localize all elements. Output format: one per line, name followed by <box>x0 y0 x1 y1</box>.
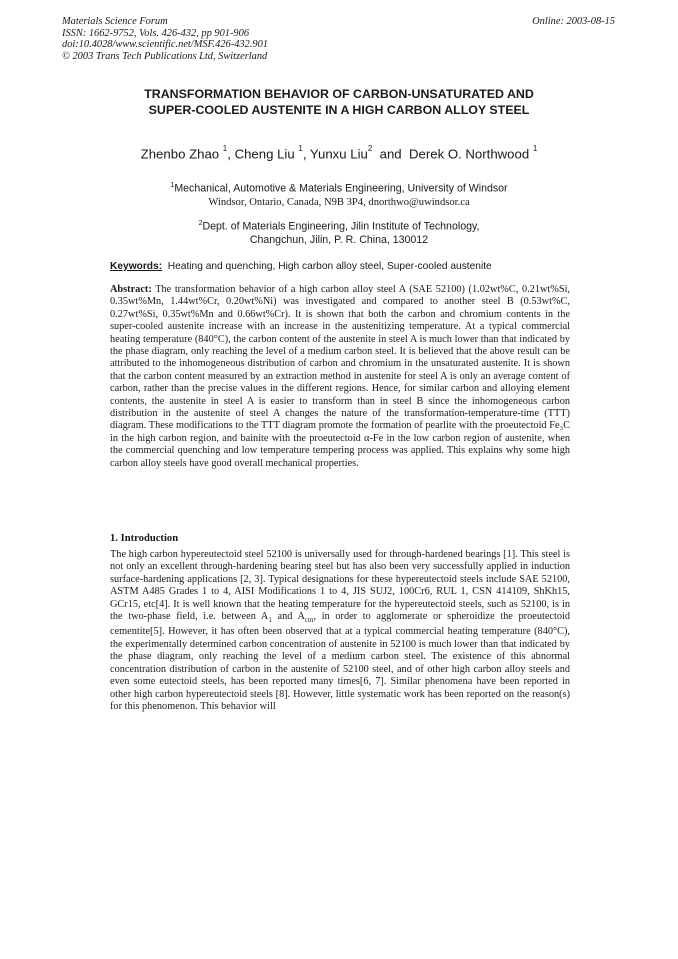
author-name: Zhenbo Zhao <box>140 146 220 162</box>
author-affil-mark: 1 <box>222 144 228 153</box>
keywords-label: Keywords: <box>110 261 163 272</box>
affil-mark: 1 <box>170 182 175 189</box>
paper-title <box>90 86 588 118</box>
abstract-text: The transformation behavior of a high carbon alloy steel A (SAE 52100) (1.02wt%C, 0.21wt%Si, 0.35wt%Mn, 1.44wt%Cr, 0.20wt%Ni) was investigated and compared to another steel B (0.53wt%C, 0.27wt%Si, 0.35wt%Mn and 0.66wt%Cr). It is shown that both the carbon and chromium contents in the super-cooled austenite increase with an increase in the austenitizing temperature. At a typical commercial heating temperature (840°C), the carbon content of the austenite in steel A is much lower than that indicated by the phase diagram, only reaching the level of a medium carbon steel. It is believed that the above result can be attributed to the inhomogeneous distribution of carbon and chromium in the unsaturated austenite. It is shown that the carbon content measured by an extraction method in austenite for steel A is only an average content of carbon, rather than the precise values in the different regions. Hence, for similar carbon and alloying element contents, the austenite in steel A is easier to transform than in steel B since the inhomogeneous carbon distribution in the austenite of steel A changes the nature of the transformation-temperature-time (TTT) diagram. These modifications to the TTT diagram promote the formation of pearlite with the proeutectoid Fe₃C in the high carbon region, and bainite with the proeutectoid α-Fe in the low carbon region of austenite, when the commercial quenching and low temperature tempering process was applied. This explains why some high carbon alloy steels have good overall mechanical properties. <box>110 284 570 469</box>
acm-subscript: cm <box>304 616 314 625</box>
author-name: Derek O. Northwood <box>408 146 530 162</box>
journal-header <box>62 16 268 62</box>
affil-2-line-2: Changchun, Jilin, P. R. China, 130012 <box>249 233 429 246</box>
keywords <box>110 261 492 272</box>
author-list: Zhenbo Zhao $^1$, Cheng Liu $^1$, Yunxu Liu$^2$ and Derek O. Northwood $^1$ <box>140 144 538 162</box>
copyright-line: © 2003 Trans Tech Publications Ltd, Switzerland <box>62 50 268 62</box>
affil-1-line-1: Mechanical, Automotive & Materials Engineering, University of Windsor <box>174 182 508 195</box>
section-heading-introduction: 1. Introduction <box>110 533 179 544</box>
author-affil-mark: 1 <box>532 144 538 153</box>
a1-subscript: 1 <box>268 616 272 625</box>
journal-name: Materials Science Forum <box>62 16 168 27</box>
issn-line: ISSN: 1662-9752, Vols. 426-432, pp 901-906 <box>62 27 250 39</box>
online-date: Online: 2003-08-15 <box>532 16 615 27</box>
abstract-label: Abstract: <box>110 284 152 295</box>
doi-line: doi:10.4028/www.scientific.net/MSF.426-432.901 <box>62 39 268 51</box>
introduction-paragraph <box>110 549 570 713</box>
author-name: Yunxu Liu <box>309 146 368 162</box>
author-affil-mark: 2 <box>367 144 373 153</box>
affil-2-line-1: Dept. of Materials Engineering, Jilin Institute of Technology, <box>202 220 480 233</box>
intro-text-part-3: , in order to agglomerate or spheroidize the proeutectoid cementite[5]. However, it has often been observed that at a typical commercial heating temperature (840°C), the experimentally determined carbon concentration of austenite in 52100 is much lower than that indicated by the phase diagram, only reaching the level of a medium carbon steel. The existence of this abnormal concentration distribution of carbon in the austenite of 52100 steel, and of other high carbon alloy steels and even some eutectoid steels, has been reported many times[6, 7]. Similar phenomena have been reported in other high carbon hypereutectoid steels [8]. However, little systematic work has been reported on the reason(s) for this phenomenon. This behavior will <box>110 611 570 712</box>
title-line-1: TRANSFORMATION BEHAVIOR OF CARBON-UNSATURATED AND <box>144 87 534 101</box>
affil-mark: 2 <box>198 220 203 227</box>
author-conjunction: and <box>379 146 402 162</box>
abstract <box>110 284 570 470</box>
affil-1-line-2: Windsor, Ontario, Canada, N9B 3P4, dnorthwo@uwindsor.ca <box>208 196 470 208</box>
author-affil-mark: 1 <box>298 144 303 153</box>
keywords-text: Heating and quenching, High carbon alloy steel, Super-cooled austenite <box>167 261 492 272</box>
intro-text-part-2: and A <box>271 611 305 623</box>
affiliation-2 <box>80 217 598 247</box>
intro-text-part-1: The high carbon hypereutectoid steel 52100 is universally used for through-hardened bearings [1]. This steel is not only an excellent through-hardening bearing steel but has also been very successfully applied in induction surface-hardening applications [2, 3]. Typical designations for these hypereutectoid steels include SAE 52100, ASTM A485 Grades 1 to 4, AISI Modifications 1 to 4, JIS SUJ2, 100Cr6, RUL 1, CSN 414109, ShKh15, GCr15, etc[4]. It is well known that the heating temperature for the hypereutectoid steels, such as 52100, is in the two-phase field, i.e. between A <box>110 549 570 623</box>
author-name: Cheng Liu <box>234 146 295 162</box>
title-line-2: SUPER-COOLED AUSTENITE IN A HIGH CARBON ALLOY STEEL <box>148 103 530 117</box>
affiliation-1 <box>80 179 598 209</box>
